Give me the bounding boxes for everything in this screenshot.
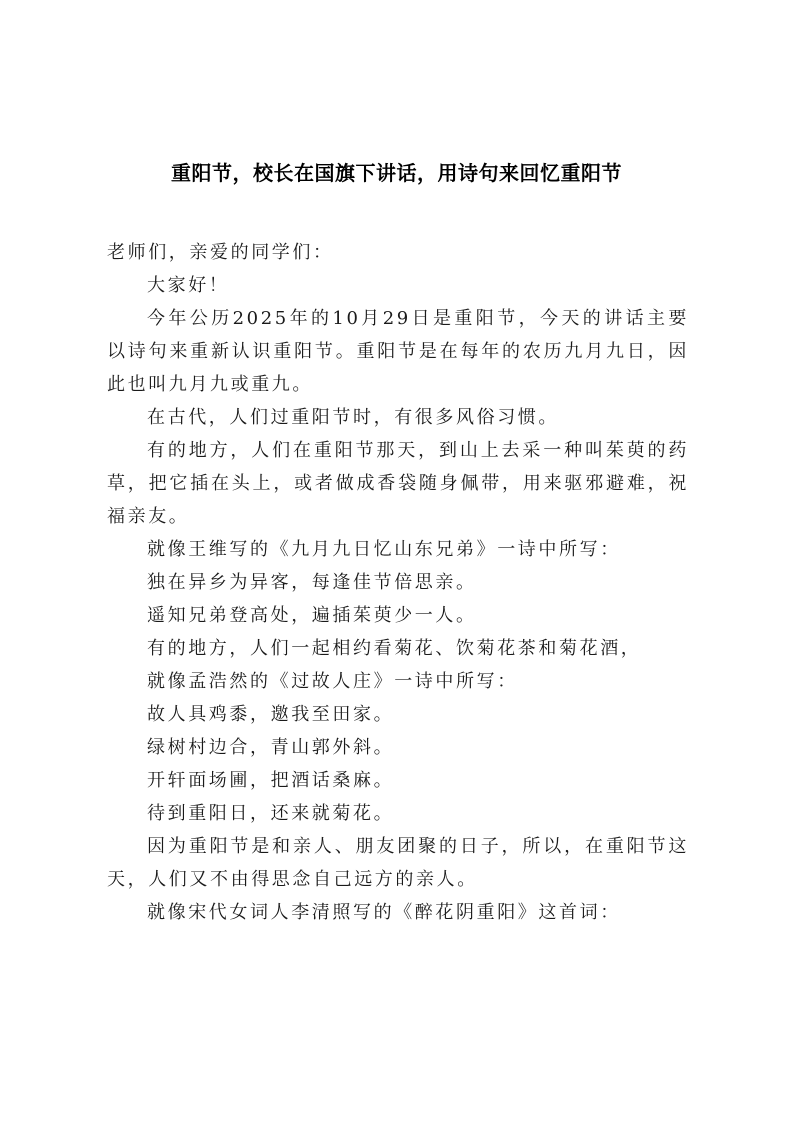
customs-paragraph: 在古代，人们过重阳节时，有很多风俗习惯。 (147, 407, 559, 428)
poem-line: 待到重阳日，还来就菊花。 (147, 803, 395, 824)
zhuyu-paragraph: 有的地方，人们在重阳节那天，到山上去采一种叫茱萸的药草，把它插在头上，或者做成香袋随身佩带，用来驱邪避难，祝福亲友。 (107, 440, 689, 527)
intro-paragraph: 今年公历2025年的10月29日是重阳节，今天的讲话主要以诗句来重新认识重阳节。重阳节是在每年的农历九月九日，因此也叫九月九或重九。 (107, 308, 689, 395)
liqingzhao-intro-paragraph: 就像宋代女词人李清照写的《醉花阴重阳》这首词： (147, 902, 621, 923)
document-body (107, 236, 689, 929)
poem-line: 独在异乡为异客，每逢佳节倍思亲。 (147, 572, 477, 593)
menghaoran-intro-paragraph: 就像孟浩然的《过故人庄》一诗中所写： (147, 671, 518, 692)
poem-line: 遥知兄弟登高处，遍插茱萸少一人。 (147, 605, 477, 626)
document-title: 重阳节，校长在国旗下讲话，用诗句来回忆重阳节 (171, 161, 622, 185)
greeting-paragraph: 大家好！ (147, 275, 230, 296)
poem-line: 开轩面场圃，把酒话桑麻。 (147, 770, 395, 791)
wangwei-intro-paragraph: 就像王维写的《九月九日忆山东兄弟》一诗中所写： (147, 539, 621, 560)
chrysanthemum-paragraph: 有的地方，人们一起相约看菊花、饮菊花茶和菊花酒， (147, 638, 642, 659)
poem-line: 故人具鸡黍，邀我至田家。 (147, 704, 395, 725)
reunion-paragraph: 因为重阳节是和亲人、朋友团聚的日子，所以，在重阳节这天，人们又不由得思念自己远方的亲人。 (107, 836, 689, 890)
poem-line: 绿树村边合，青山郭外斜。 (147, 737, 395, 758)
salutation: 老师们，亲爱的同学们： (107, 242, 334, 263)
